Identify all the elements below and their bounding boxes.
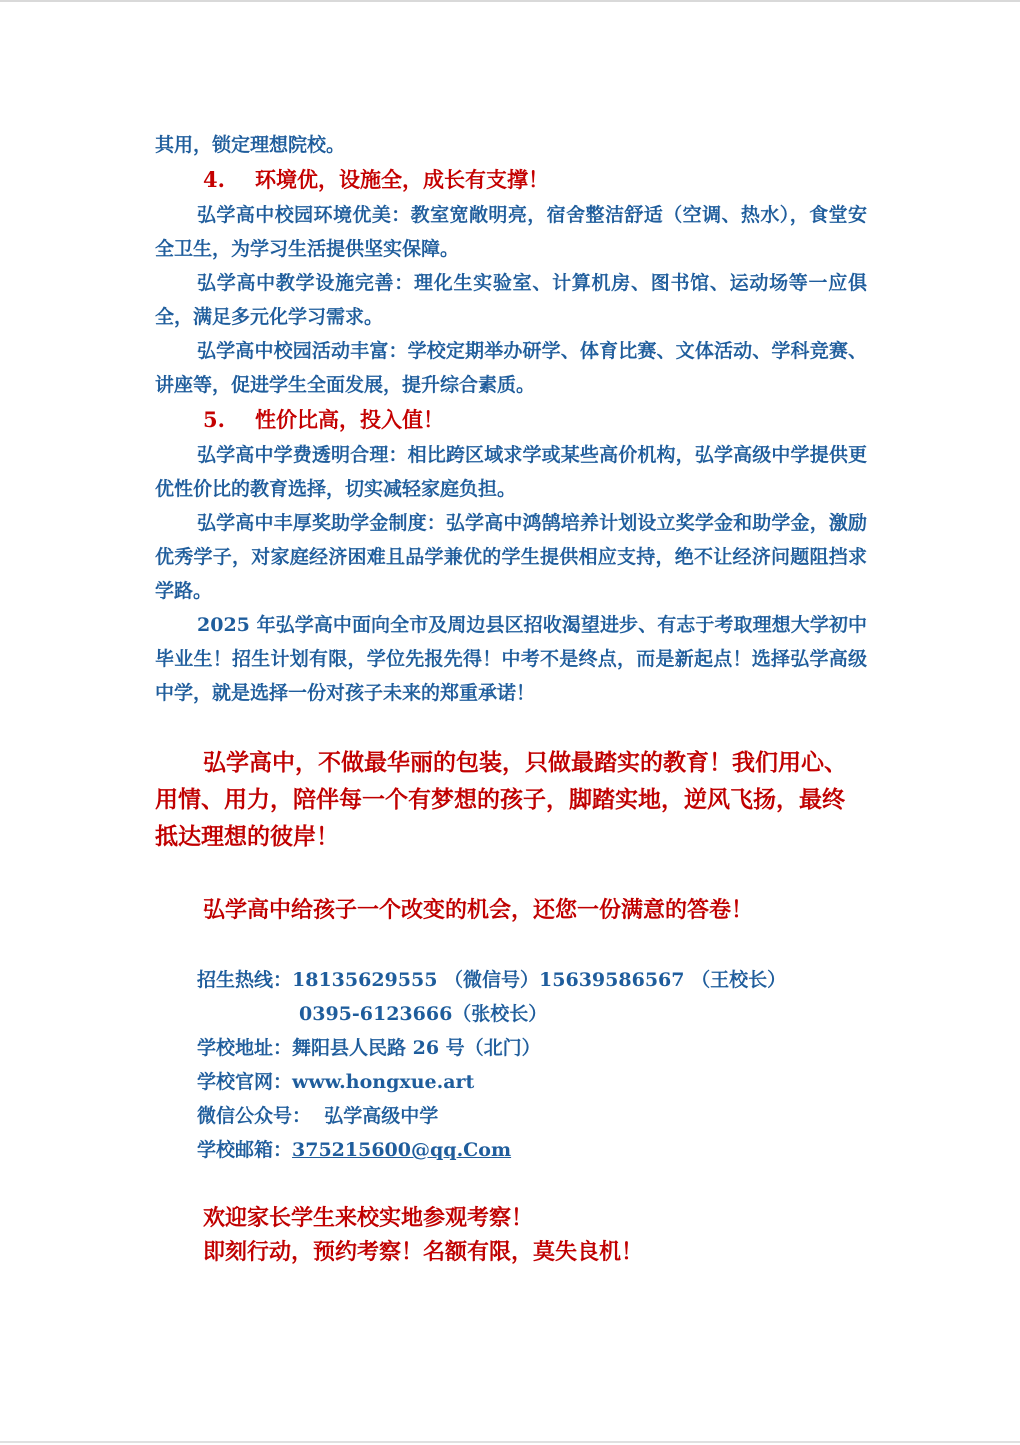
wechat-label: 微信公众号： (197, 1105, 312, 1127)
website-row (155, 1065, 867, 1099)
wechat-row (155, 1099, 867, 1133)
website-label: 学校官网： (197, 1071, 293, 1093)
section-4-paragraph: 弘学高中校园活动丰富：学校定期举办研学、体育比赛、文体活动、学科竞赛、讲座等，促进学生全面发展，提升综合素质。 (155, 340, 867, 396)
contact-block (155, 963, 867, 1167)
hotline-label: 招生热线： (197, 969, 293, 991)
address-row (155, 1031, 867, 1065)
page-top-border (0, 0, 1020, 2)
section-4-title: 环境优，设施全，成长有支撑！ (255, 167, 549, 192)
closing-line-2: 即刻行动，预约考察！名额有限，莫失良机！ (203, 1239, 644, 1265)
page-bottom-border (0, 1441, 1020, 1443)
hotline-numbers: 18135629555 （微信号）15639586567 （王校长） (292, 969, 787, 991)
promise-line: 弘学高中给孩子一个改变的机会，还您一份满意的答卷！ (203, 897, 754, 923)
address-value: 舞阳县人民路 26 号（北门） (292, 1037, 541, 1059)
intro-tail-text: 其用，锁定理想院校。 (155, 134, 346, 156)
website-link[interactable]: www.hongxue.art (292, 1071, 475, 1093)
document-page (155, 128, 867, 1269)
section-5-paragraph: 弘学高中学费透明合理：相比跨区域求学或某些高价机构，弘学高级中学提供更优性价比的教育选择，切实减轻家庭负担。 (155, 444, 867, 500)
section-5-heading (155, 402, 867, 438)
section-5-paragraph: 2025 年弘学高中面向全市及周边县区招收渴望进步、有志于考取理想大学初中毕业生！招生计划有限，学位先报先得！中考不是终点，而是新起点！选择弘学高级中学，就是选择一份对孩子未来的郑重承诺！ (155, 614, 867, 704)
email-link[interactable]: 375215600@qq.Com (292, 1139, 512, 1161)
hotline-row-2 (155, 997, 867, 1031)
section-5-title: 性价比高，投入值！ (255, 407, 444, 432)
email-label: 学校邮箱： (197, 1139, 293, 1161)
email-row (155, 1133, 867, 1167)
section-4-paragraph: 弘学高中校园环境优美：教室宽敞明亮，宿舍整洁舒适（空调、热水），食堂安全卫生，为学习生活提供坚实保障。 (155, 204, 867, 260)
slogan-paragraph: 弘学高中，不做最华丽的包装，只做最踏实的教育！我们用心、用情、用力，陪伴每一个有梦想的孩子，脚踏实地，逆风飞扬，最终抵达理想的彼岸！ (155, 749, 847, 850)
wechat-account: 弘学高级中学 (324, 1105, 439, 1127)
section-4-number: 4. (203, 167, 225, 192)
section-4-paragraph: 弘学高中教学设施完善：理化生实验室、计算机房、图书馆、运动场等一应俱全，满足多元化学习需求。 (155, 272, 867, 328)
address-label: 学校地址： (197, 1037, 293, 1059)
hotline-landline: 0395-6123666（张校长） (299, 1003, 548, 1025)
closing-line-1: 欢迎家长学生来校实地参观考察！ (203, 1205, 534, 1231)
section-5-number: 5. (203, 407, 225, 432)
hotline-row (155, 963, 867, 997)
section-5-paragraph: 弘学高中丰厚奖助学金制度：弘学高中鸿鹄培养计划设立奖学金和助学金，激励优秀学子，对家庭经济困难且品学兼优的学生提供相应支持，绝不让经济问题阻挡求学路。 (155, 512, 867, 602)
section-4-heading (155, 162, 867, 198)
